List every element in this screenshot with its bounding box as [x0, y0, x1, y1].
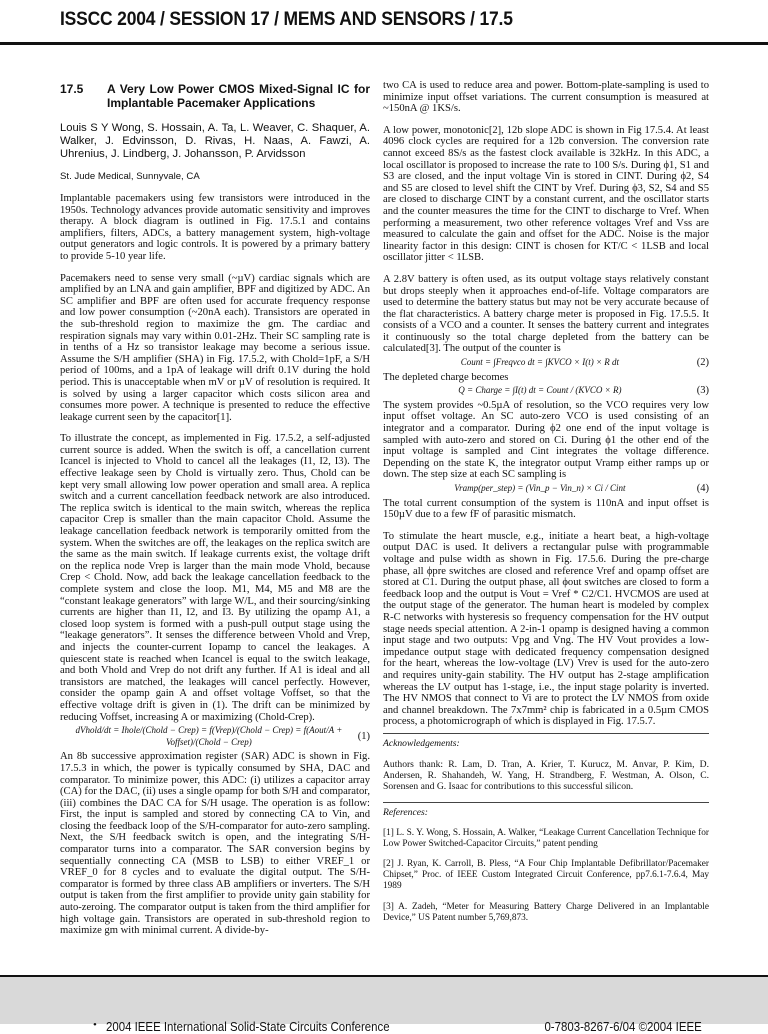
- equation-4-number: (4): [696, 483, 709, 494]
- equation-1: [60, 725, 370, 748]
- affiliation: St. Jude Medical, Sunnyvale, CA: [60, 171, 200, 182]
- right-column: [383, 80, 709, 933]
- references-heading: References:: [383, 806, 428, 818]
- equation-2-number: (2): [696, 357, 709, 369]
- section-rule: [383, 733, 709, 734]
- body-paragraph: To stimulate the heart muscle, e.g., initiate a heart beat, a high-voltage output DAC is used. It delivers a rectangular pulse with programmable voltage and pulse width as shown in Fig. 17.5.6. During the pre-charge phase, all ϕpre switches are closed and reference Vref and opamp offset are stored at C1. During the output phase, all ϕout switches are closed to form a feedback loop and the output is Vout = Vref * C2/C1. HVCMOS are used at the output stage of the generator. The human heart is modeled by complex R-C networks with hysteresis so frequency compensation for the HV output stage needs special attention. A 2-in-1 opamp is designed having a common input stage and two outputs: Vpg and Vng. The HV Vout provides a low-impedance output stage with dedicated frequency compensation designed for the heart, whereas the low-voltage (LV) Vrev is used for the auto-zero and requires unity-gain stability. The HV output has 2-stage amplification whereas the LV output has 1-stage, i.e., the input stage polarity is inverted. The HV NMOS that connect to Vi are to protect the LV NMOS from oxide and channel breakdown. The 7x7mm² chip is fabricated in a 0.5µm CMOS process, a photomicrograph of which is displayed in Fig. 17.5.7.: [383, 530, 709, 728]
- body-paragraph: two CA is used to reduce area and power. Bottom-plate-sampling is used to minimize input offset variations. The current consumption is measured at ~150nA @ 1KS/s.: [383, 80, 709, 115]
- left-column: [60, 82, 370, 937]
- equation-1-number: (1): [357, 730, 370, 742]
- section-rule: [383, 802, 709, 803]
- body-paragraph: The system provides ~0.5µA of resolution, so the VCO requires very low input offset voltage. An SC auto-zero VCO is used consisting of an integrator and a comparator. During ϕ2 one end of the input voltage is sampled with auto-zero and stored on Ci. During ϕ1 the other end of the input voltage is sampled and Cint integrates the voltage difference. Depending on the state K, the integrator output Vramp either ramps up or down. The step size at each SC sampling is: [383, 399, 709, 481]
- paper-title-block: [60, 82, 370, 110]
- equation-4-text: Vramp(per_step) = (Vin_p − Vin_n) × Ci / Cint: [454, 483, 626, 493]
- body-paragraph: Implantable pacemakers using few transistors were introduced in the 1950s. Technology advances provide automatic sensitivity and improves therapy. A block diagram is outlined in Fig. 17.5.1 and contains amplifiers, filters, ADCs, a battery management system, high-voltage output generators and logic controls. It is powered by a primary battery to provide 5-10 year life.: [60, 193, 370, 262]
- page-footer: [0, 977, 768, 1024]
- reference-item: [2] J. Ryan, K. Carroll, B. Pless, “A Four Chip Implantable Defibrillator/Pacemaker Chipset,” Proc. of IEEE Custom Integrated Circuit Conference, pp7.6.1-7.6.4, May 1989: [383, 859, 709, 892]
- reference-item: [1] L. S. Y. Wong, S. Hossain, A. Walker, “Leakage Current Cancellation Technique for Low Power Switched-Capacitor Circuits,” patent pending: [383, 827, 709, 849]
- footer-conference-name: 2004 IEEE International Solid-State Circuits Conference: [106, 1019, 390, 1034]
- body-paragraph: Pacemakers need to sense very small (~µV) cardiac signals which are amplified by an LNA and gain amplifier, BPF and digitized by ADC. An SC amplifier and BPF are often used for accurate frequency response and low power consumption (~20nA each). Transistors are operated in the sub-threshold region to maximize the gm. The cardiac and respiration signals may vary within 0.01-2Hz. Their SC sampling rate is in tenths of a Hz so transistor leakage may become a serious issue. Assume the S/H amplifier (SHA) in Fig. 17.5.2, with Chold=1pF, a S/H period of 100ms, and a 1pA of leakage will drift 0.1V during the hold period. This is unacceptable when mV or µV of resolution is required. It is solved by using a larger capacitor which costs silicon area and consumes more power. A technique is presented to reduce the effective leakage current seen by the capacitor[1].: [60, 272, 370, 423]
- paper-number: 17.5: [60, 82, 84, 96]
- equation-3-text: Q = Charge = ∫I(t) dt = Count / (KVCO × R): [458, 385, 622, 396]
- paper-title: A Very Low Power CMOS Mixed-Signal IC for Implantable Pacemaker Applications: [107, 82, 370, 110]
- footer-isbn-copyright: 0-7803-8267-6/04 ©2004 IEEE: [544, 1019, 702, 1034]
- equation-4: [383, 483, 709, 495]
- author-list: Louis S Y Wong, S. Hossain, A. Ta, L. Weaver, C. Shaquer, A. Walker, J. Edvinsson, D. Rivas, H. Naas, A. Fawzi, A. Uhrenius, J. Lindberg, J. Johansson, P. Arvidsson: [60, 122, 370, 160]
- equation-3-number: (3): [696, 385, 709, 397]
- page-header: [0, 0, 768, 44]
- header-rule: [0, 42, 768, 45]
- equation-3: [383, 385, 709, 397]
- acknowledgements-heading: Acknowledgements:: [383, 737, 460, 749]
- reference-item: [3] A. Zadeh, “Meter for Measuring Battery Charge Delivered in an Implantable Device,” US Patent number 5,769,873.: [383, 901, 709, 923]
- footer-bullet: •: [93, 1019, 97, 1031]
- body-paragraph: A 2.8V battery is often used, as its output voltage stays relatively constant but drops steeply when it approaches end-of-life. Voltage comparators are used to determine the battery status but may not be very accurate because of the flat characteristics. A battery charge meter is proposed in Fig. 17.5.5. It consists of a VCO and a counter. It senses the battery current and integrates it continuously so the total charge depleted from the battery can be calculated[3]. The output of the counter is: [383, 273, 709, 355]
- body-paragraph: To illustrate the concept, as implemented in Fig. 17.5.2, a self-adjusted current source is added. When the switch is off, a cancellation current Icancel is injected to Vhold to cancel all the leakages (I1, I2, I3). The effective leakage seen by Chold is virtually zero. Thus, Chold can be kept very small allowing low power operation and small area. A replica switch and a current cancellation feedback network are also introduced. The replica switch is identical to the main switch, whereas the replica capacitor Crep is smaller than the main capacitor Chold. Assume the leakage cancellation feedback network is temporarily omitted from the system. When the switches are off, the leakages on the replica switch are the same as the main switch. If leakage currents exist, the voltage drift on the replica node Vrep is larger than the main mode Vhold, because Crep < Chold. Now, add back the leakage cancellation feedback to the complete system and close the loop. M1, M4, M5 and M8 are the “constant leakage generators” with large W/L, and their sourcing/sinking currents are higher than I1, I2, and I3. By utilizing the opamp A1, a closed loop system is formed with a push-pull output stage using the “leakage generators”. It senses the difference between Vhold and Vrep, and injects the counter-current Iopamp to cancel the leakages. A quiescent state is reached when Icancel is equal to the switch leakage, and both Vhold and Vrep do not drift any further. If A1 is ideal and all transistors are matched, the leakages will cancel perfectly. However, consider the opamp gain A and offset voltage Voffset, so that the effective voltage drift is given in (1). The drift can be minimized by reducing Voffset, increasing A or maximizing (Chold-Crep).: [60, 433, 370, 723]
- body-paragraph: A low power, monotonic[2], 12b slope ADC is shown in Fig 17.5.4. At least 4096 clock cycles are required for a 12b conversion. The conversion rate cannot exceed 8S/s as the fastest clock available is 32kHz. In this ADC, a local oscillator is proposed to increase the rate to 100 S/s. During ϕ1, S1 and S3 are closed, and the input voltage Vin is stored in CINT. During ϕ2, S4 and S5 are closed to level shift the CINT by Vref. During ϕ3, S2, S4 and S5 are closed to discharge CINT by a constant current, and the oscillator starts and the counter measures the time for the CINT to discharge to Vref. When performing a measurement, two other reference voltages Vref and Vss are measured to calculate the gain and offset for the ADC. Noise is the major linearity factor in this design: CINT is chosen for KT/C < 1LSB and local oscillator jitter < 1LSB.: [383, 124, 709, 264]
- equation-2: [383, 357, 709, 369]
- acknowledgements-text: Authors thank: R. Lam, D. Tran, A. Krier, T. Kurucz, M. Anvar, P. Kim, D. Andersen, R. Shahandeh, W. Yang, H. Strandberg, F. Westman, A. Olson, C. Sorensen and G. Isaac for contributions to this successful silicon.: [383, 758, 709, 792]
- equation-1-text: dVhold/dt = Ihole/(Chold − Crep) = f(Vrep)/(Chold − Crep) = f(Aout/A + Voffset)/(Chold − Crep): [75, 725, 343, 747]
- session-header-title: ISSCC 2004 / SESSION 17 / MEMS AND SENSORS / 17.5: [60, 9, 513, 30]
- body-paragraph: The total current consumption of the system is 110nA and input offset is 150µV due to a few fF of parasitic mismatch.: [383, 497, 709, 521]
- body-paragraph: An 8b successive approximation register (SAR) ADC is shown in Fig. 17.5.3 in which, the power is typically consumed by SHA, DAC and comparator. To minimize power, this ADC: (i) utilizes a capacitor array (CA) for the DAC, (ii) uses a single opamp for both S/H and comparator, (iii) combines the DAC CA for S/H usage. The operation is as follow: First, the input is sampled and stored by connecting CA to Vin, and closing the feedback loop of the S/H-comparator for auto-zero sampling. Next, the S/H feedback switch is open, and the integrating S/H-comparator turns into a comparator. The SAR conversion begins by sequentially connecting CA (MSB to LSB) to either VREF_1 or VREF_0 for 8 cycles and to evaluate the digital output. The S/H-comparator is formed by three class AB amplifiers or inverters. The S/H output is taken from the first amplifier to provide unity gain stability for auto-zeroing. The comparator output is taken from the third amplifier for high voltage gain. Transistors are operated in sub-threshold region to maximize gm with minimal current. A divide-by-: [60, 751, 370, 937]
- body-text: The depleted charge becomes: [383, 371, 509, 383]
- equation-2-text: Count = ∫Freqvco dt = ∫KVCO × I(t) × R dt: [460, 357, 620, 368]
